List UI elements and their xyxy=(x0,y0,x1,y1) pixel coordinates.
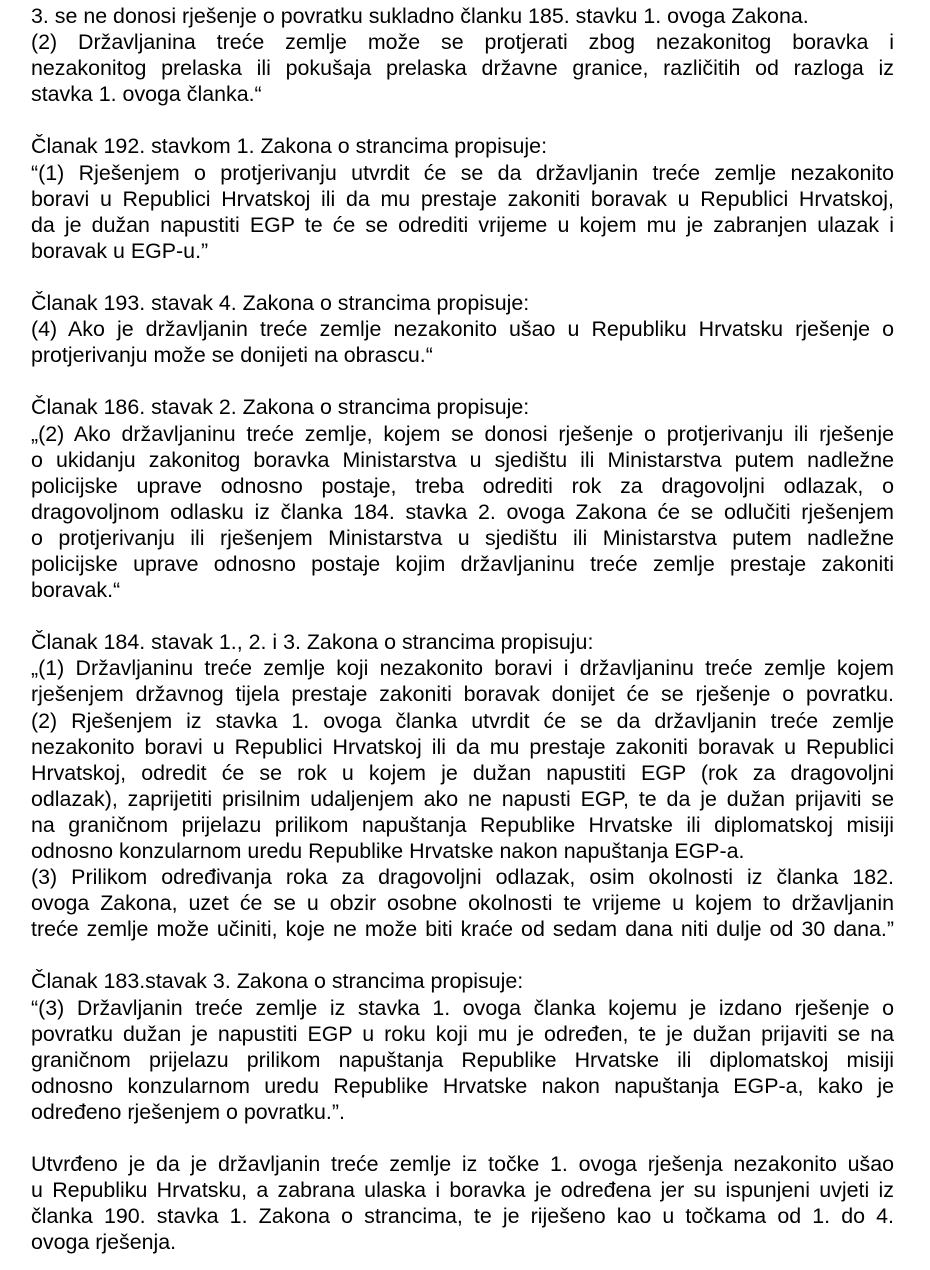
paragraph xyxy=(31,394,894,603)
text-line: određeno rješenjem o povratku.”. xyxy=(31,1099,345,1124)
text-line: “(3) Državljanin treće zemlje iz stavka 1. ovoga članka kojemu je izdano rješenje o xyxy=(31,995,894,1020)
paragraph xyxy=(31,3,894,107)
text-line: Članak 184. stavak 1., 2. i 3. Zakona o strancima propisuju: xyxy=(31,630,594,655)
text-line: „(2) Ako državljaninu treće zemlje, kojem se donosi rješenje o protjerivanju ili rješenje xyxy=(31,421,894,446)
text-line: “(1) Rješenjem o protjerivanju utvrdit će se da državljanin treće zemlje nezakonito xyxy=(31,160,894,185)
text-line: o ukidanju zakonitog boravka Ministarstva u sjedištu ili Ministarstva putem nadležne xyxy=(31,447,894,472)
text-line: graničnom prijelazu prilikom napuštanja Republike Hrvatske ili diplomatskoj misiji xyxy=(31,1047,894,1072)
text-line: ovoga Zakona, uzet će se u obzir osobne okolnosti te vrijeme u kojem to državljanin xyxy=(31,891,894,916)
paragraph xyxy=(31,290,894,368)
text-line: boravak u EGP-u.” xyxy=(31,238,209,263)
text-line: Članak 183.stavak 3. Zakona o strancima propisuje: xyxy=(31,969,524,994)
paragraph xyxy=(31,968,894,1125)
text-line: povratku dužan je napustiti EGP u roku koji mu je određen, te je dužan prijaviti se na xyxy=(31,1021,894,1046)
text-line: „(1) Državljaninu treće zemlje koji nezakonito boravi i državljaninu treće zemlje kojem xyxy=(31,656,894,681)
text-line: boravi u Republici Hrvatskoj ili da mu prestaje zakoniti boravak u Republici Hrvatskoj, xyxy=(31,186,894,211)
text-line: ovoga rješenja. xyxy=(31,1230,177,1255)
text-line: (3) Prilikom određivanja roka za dragovoljni odlazak, osim okolnosti iz članka 182. xyxy=(31,865,894,890)
text-line: (4) Ako je državljanin treće zemlje nezakonito ušao u Republiku Hrvatsku rješenje o xyxy=(31,317,894,342)
text-line: u Republiku Hrvatsku, a zabrana ulaska i boravka je određena jer su ispunjeni uvjeti iz xyxy=(31,1178,894,1203)
paragraph xyxy=(31,1151,894,1255)
text-line: na graničnom prijelazu prilikom napuštanja Republike Hrvatske ili diplomatskoj misiji xyxy=(31,812,894,837)
text-line: protjerivanju može se donijeti na obrascu.“ xyxy=(31,343,433,368)
text-line: Članak 186. stavak 2. Zakona o strancima propisuje: xyxy=(31,395,530,420)
document-page xyxy=(31,3,894,1256)
text-line: nezakonitog prelaska ili pokušaja prelaska državne granice, različitih od razloga iz xyxy=(31,56,894,81)
paragraph xyxy=(31,133,894,263)
text-line: stavka 1. ovoga članka.“ xyxy=(31,82,262,107)
text-line: (2) Državljanina treće zemlje može se protjerati zbog nezakonitog boravka i xyxy=(31,30,894,55)
text-line: Članak 193. stavak 4. Zakona o strancima propisuje: xyxy=(31,291,530,316)
text-line: Članak 192. stavkom 1. Zakona o strancima propisuje: xyxy=(31,134,548,159)
text-line: o protjerivanju ili rješenjem Ministarstva u sjedištu ili Ministarstva putem nadležne xyxy=(31,525,894,550)
text-line: 3. se ne donosi rješenje o povratku sukladno članku 185. stavku 1. ovoga Zakona. xyxy=(31,4,809,28)
text-line: policijske uprave odnosno postaje kojim državljaninu treće zemlje prestaje zakoniti xyxy=(31,551,894,576)
text-line: nezakonito boravi u Republici Hrvatskoj ili da mu prestaje zakoniti boravak u Republici xyxy=(31,734,894,759)
text-line: odlazak), zaprijetiti prisilnim udaljenjem ako ne napusti EGP, te da je dužan prijaviti se xyxy=(31,786,894,811)
text-line: policijske uprave odnosno postaje, treba odrediti rok za dragovoljni odlazak, o xyxy=(31,473,894,498)
paragraph xyxy=(31,629,894,942)
text-line: da je dužan napustiti EGP te će se odrediti vrijeme u kojem mu je zabranjen ulazak i xyxy=(31,212,894,237)
text-line: odnosno konzularnom uredu Republike Hrvatske nakon napuštanja EGP-a, kako je xyxy=(31,1073,894,1098)
text-line: (2) Rješenjem iz stavka 1. ovoga članka utvrdit će se da državljanin treće zemlje xyxy=(31,708,894,733)
text-line: treće zemlje može učiniti, koje ne može biti kraće od sedam dana niti dulje od 30 dana.” xyxy=(31,917,894,942)
text-line: članka 190. stavka 1. Zakona o strancima, te je riješeno kao u točkama od 1. do 4. xyxy=(31,1204,894,1229)
text-line: rješenjem državnog tijela prestaje zakoniti boravak donijet će se rješenje o povratku. xyxy=(31,682,894,707)
text-line: dragovoljnom odlasku iz članka 184. stavka 2. ovoga Zakona će se odlučiti rješenjem xyxy=(31,499,894,524)
text-line: Hrvatskoj, odredit će se rok u kojem je dužan napustiti EGP (rok za dragovoljni xyxy=(31,760,894,785)
text-line: odnosno konzularnom uredu Republike Hrvatske nakon napuštanja EGP-a. xyxy=(31,839,745,863)
text-line: Utvrđeno je da je državljanin treće zemlje iz točke 1. ovoga rješenja nezakonito ušao xyxy=(31,1152,894,1177)
text-line: boravak.“ xyxy=(31,578,121,603)
